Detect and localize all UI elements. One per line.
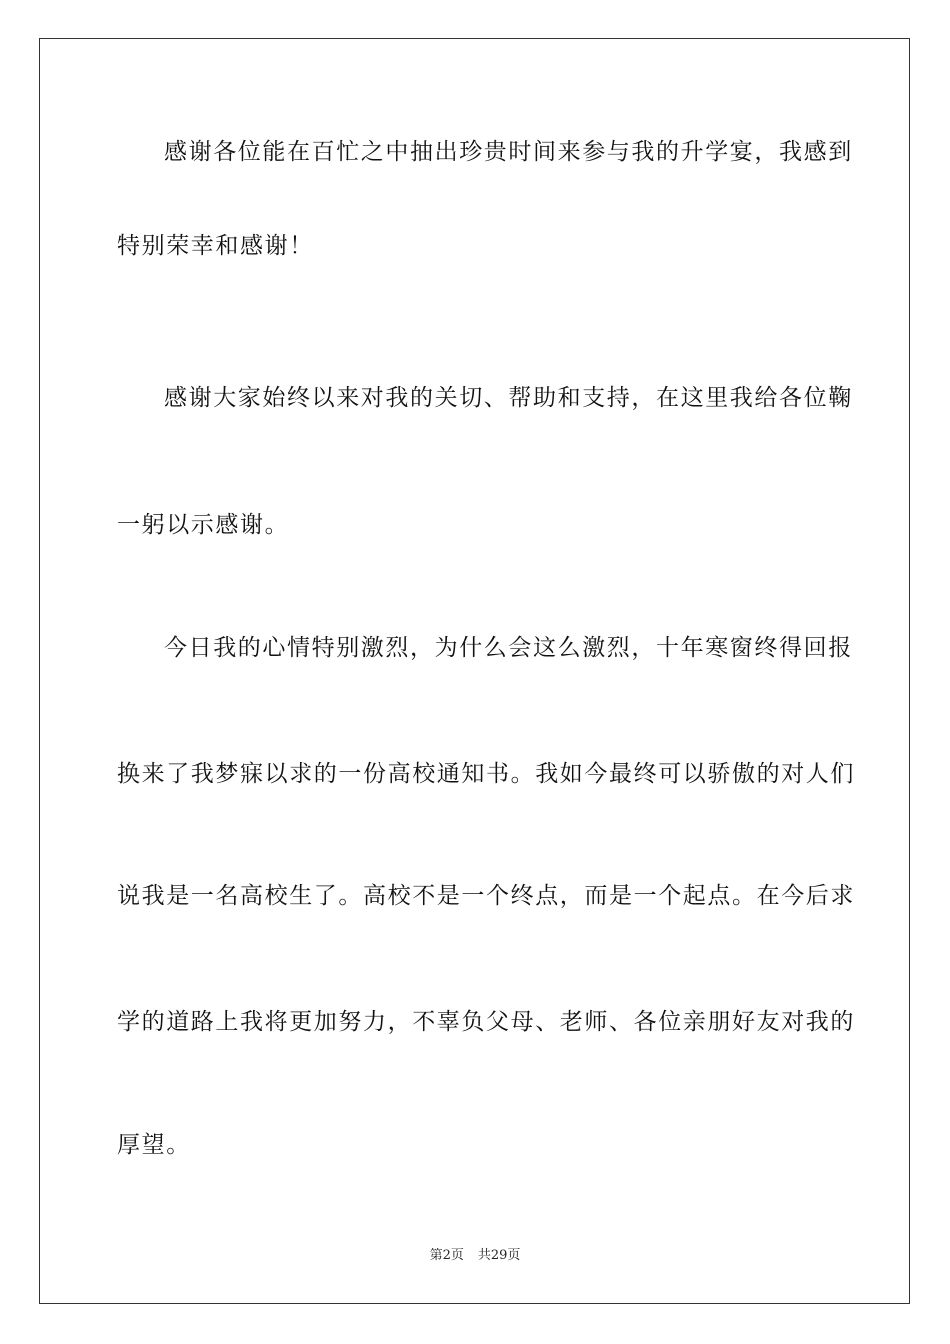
paragraph-2-line-1: 感谢大家始终以来对我的关切、帮助和支持，在这里我给各位鞠 xyxy=(164,385,853,411)
paragraph-3-line-4: 学的道路上我将更加努力，不辜负父母、老师、各位亲朋好友对我的 xyxy=(117,1009,855,1035)
paragraph-2-line-2: 一躬以示感谢。 xyxy=(117,512,290,538)
page-border xyxy=(39,38,910,1304)
page-number: 第2页 xyxy=(429,1248,464,1263)
paragraph-3-line-1: 今日我的心情特别激烈，为什么会这么激烈，十年寒窗终得回报 xyxy=(164,635,853,661)
page-footer xyxy=(0,1244,950,1263)
paragraph-3-line-2: 换来了我梦寐以求的一份高校通知书。我如今最终可以骄傲的对人们 xyxy=(117,761,855,787)
total-pages: 共29页 xyxy=(477,1248,521,1263)
paragraph-1-line-1: 感谢各位能在百忙之中抽出珍贵时间来参与我的升学宴，我感到 xyxy=(164,139,853,165)
paragraph-3-line-5: 厚望。 xyxy=(117,1132,191,1158)
paragraph-3-line-3: 说我是一名高校生了。高校不是一个终点，而是一个起点。在今后求 xyxy=(117,883,855,909)
paragraph-1-line-2: 特别荣幸和感谢！ xyxy=(117,233,314,259)
